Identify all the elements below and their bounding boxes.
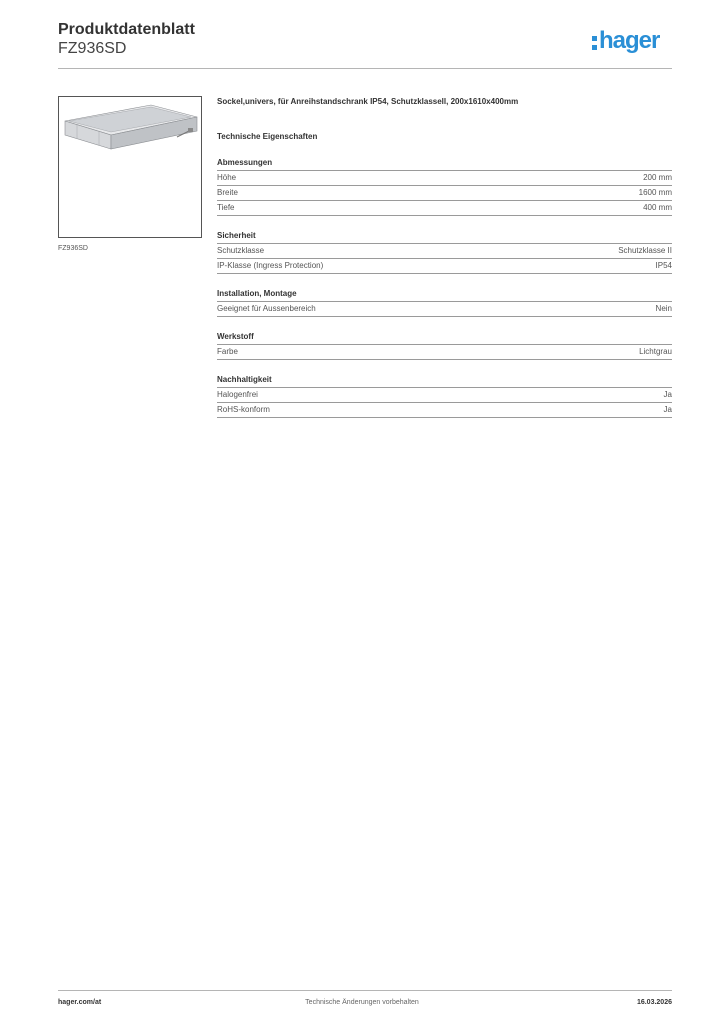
section-dimensions: [217, 157, 672, 216]
section-installation: [217, 288, 672, 317]
spec-label: Schutzklasse: [217, 246, 265, 255]
header-divider: [58, 68, 672, 69]
spec-label: Halogenfrei: [217, 390, 258, 399]
section-heading: Installation, Montage: [217, 288, 672, 302]
spec-row: [217, 244, 672, 259]
spec-row: [217, 171, 672, 186]
product-drawing: [59, 97, 201, 237]
spec-row: [217, 388, 672, 403]
spec-row: [217, 403, 672, 418]
product-description: Sockel,univers, für Anreihstandschrank IP54, Schutzklassell, 200x1610x400mm: [217, 97, 519, 106]
spec-value: 1600 mm: [638, 188, 672, 197]
spec-row: [217, 201, 672, 216]
spec-value: Ja: [663, 405, 672, 414]
logo-dots-icon: [592, 36, 597, 50]
logo-text: hager: [599, 27, 660, 54]
section-heading: Sicherheit: [217, 230, 672, 244]
spec-label: RoHS-konform: [217, 405, 270, 414]
spec-label: Breite: [217, 188, 238, 197]
footer-date: 16.03.2026: [636, 999, 672, 1006]
spec-value: 200 mm: [643, 173, 672, 182]
spec-label: Farbe: [217, 347, 238, 356]
spec-row: [217, 345, 672, 360]
spec-label: Geeignet für Aussenbereich: [217, 304, 316, 313]
section-heading: Nachhaltigkeit: [217, 374, 672, 388]
spec-value: Lichtgrau: [639, 347, 672, 356]
product-image: [58, 96, 202, 238]
section-material: [217, 331, 672, 360]
section-sustainability: [217, 374, 672, 418]
section-safety: [217, 230, 672, 274]
spec-label: IP-Klasse (Ingress Protection): [217, 261, 324, 270]
spec-content: [217, 96, 672, 418]
spec-row: [217, 186, 672, 201]
spec-row: [217, 259, 672, 274]
article-number: FZ936SD: [58, 40, 127, 57]
document-title: Produktdatenblatt: [58, 21, 195, 38]
spec-label: Höhe: [217, 173, 237, 182]
footer-divider: [58, 990, 672, 991]
spec-value: 400 mm: [643, 203, 672, 212]
technical-properties-heading: Technische Eigenschaften: [217, 132, 318, 141]
spec-value: Schutzklasse II: [618, 246, 672, 255]
spec-value: Ja: [663, 390, 672, 399]
footer-notice: Technische Änderungen vorbehalten: [305, 999, 419, 1006]
spec-row: [217, 302, 672, 317]
spec-value: Nein: [655, 304, 672, 313]
image-caption: FZ936SD: [58, 245, 88, 252]
spec-label: Tiefe: [217, 203, 235, 212]
footer-website: hager.com/at: [58, 999, 102, 1006]
spec-value: IP54: [655, 261, 672, 270]
hager-logo: [592, 27, 659, 55]
section-heading: Abmessungen: [217, 157, 672, 171]
section-heading: Werkstoff: [217, 331, 672, 345]
